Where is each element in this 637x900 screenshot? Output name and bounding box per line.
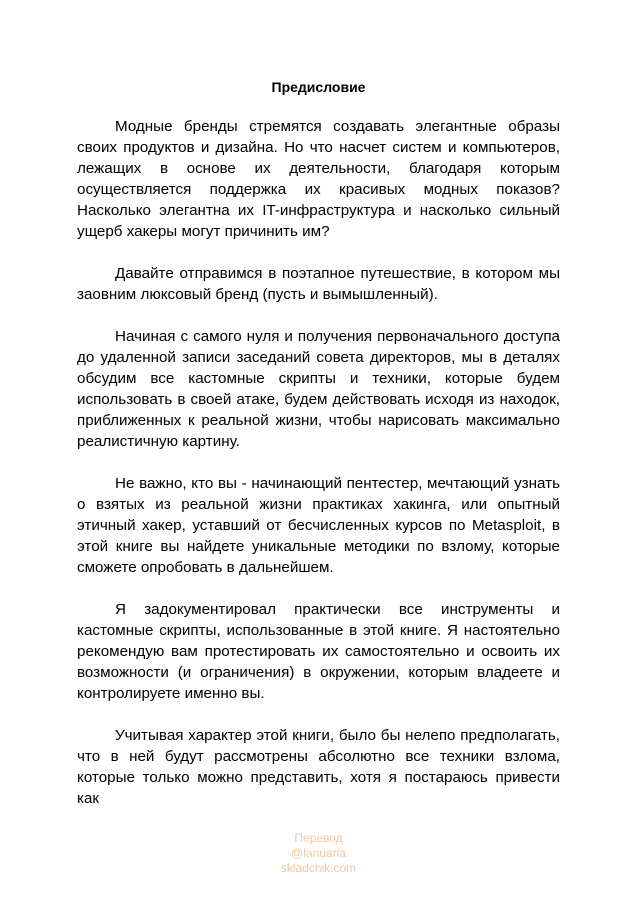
translation-watermark	[0, 831, 637, 876]
paragraph-3: Начиная с самого нуля и получения первоначального доступа до удаленной записи заседаний совета директоров, мы в деталях обсудим все кастомные скрипты и техники, которые будем использовать в своей атаке, будем действовать исходя из находок, приближенных к реальной жизни, чтобы нарисовать максимально реалистичную картину.	[77, 328, 560, 450]
paragraph-6: Учитывая характер этой книги, было бы нелепо предполагать, что в ней будут рассмотрены абсолютно все техники взлома, которые только можно представить, хотя я постараюсь привести как	[77, 727, 560, 807]
watermark-line-1: Перевод	[294, 831, 343, 845]
page-title: Предисловие	[271, 79, 366, 95]
paragraph-1: Модные бренды стремятся создавать элегантные образы своих продуктов и дизайна. Но что насчет систем и компьютеров, лежащих в основе их деятельности, благодаря которым осуществляется поддержка их красивых модных показов? Насколько элегантна их IT-инфраструктура и насколько сильный ущерб хакеры могут причинить им?	[77, 118, 560, 240]
paragraph-2: Давайте отправимся в поэтапное путешествие, в котором мы заовним люксовый бренд (пусть и вымышленный).	[77, 265, 560, 303]
body-text	[77, 116, 560, 809]
paragraph-4: Не важно, кто вы - начинающий пентестер, мечтающий узнать о взятых из реальной жизни практиках хакинга, или опытный этичный хакер, уставший от бесчисленных курсов по Metasploit, в этой книге вы найдете уникальные методики по взлому, которые сможете опробовать в дальнейшем.	[77, 475, 560, 576]
paragraph-5: Я задокументировал практически все инструменты и кастомные скрипты, использованные в этой книге. Я настоятельно рекомендую вам протестировать их самостоятельно и освоить их возможности (и ограничения) в окружении, которым владеете и контролируете именно вы.	[77, 601, 560, 702]
watermark-line-2: @lanuaria	[291, 846, 346, 860]
watermark-line-3: skladchik.com	[280, 861, 357, 875]
